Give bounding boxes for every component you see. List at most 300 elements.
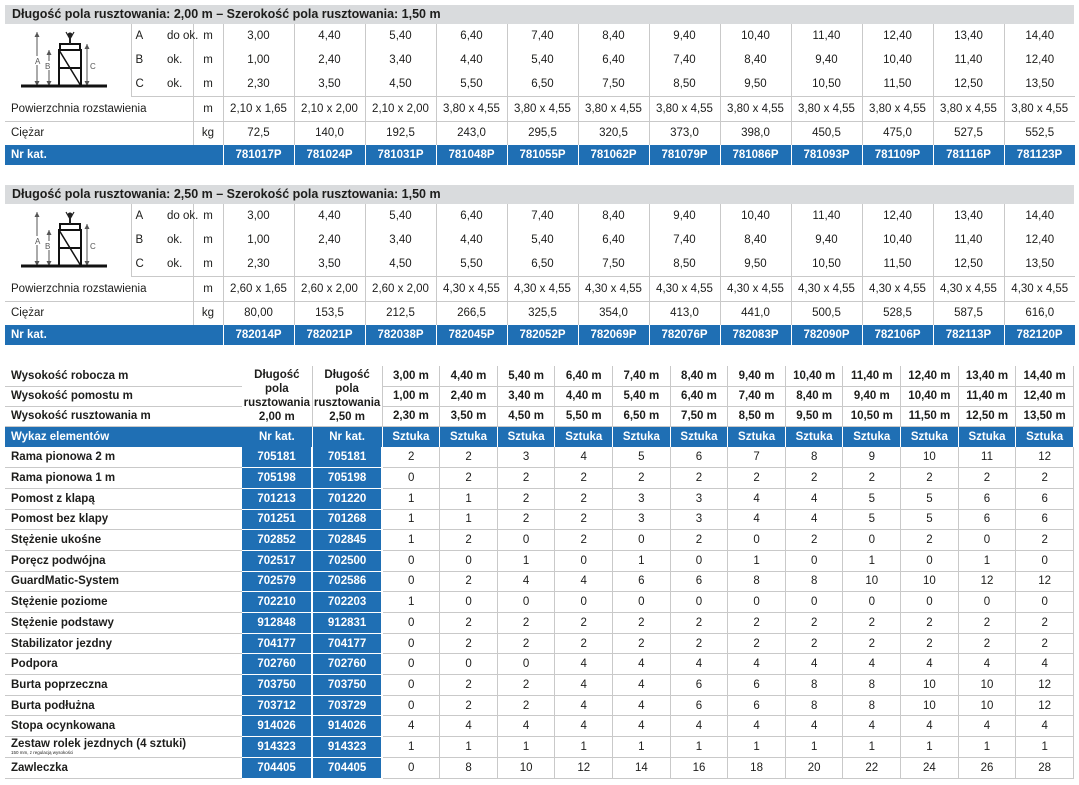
height-value: 6,50 m — [613, 406, 671, 426]
quantity: 8 — [785, 675, 843, 696]
diagram-cell — [5, 204, 131, 276]
table-row — [5, 633, 1074, 654]
quantity: 2 — [440, 613, 498, 634]
quantity: 3 — [613, 488, 671, 509]
area-label: Powierzchnia rozstawienia — [5, 96, 193, 121]
table-row — [5, 654, 1074, 675]
quantity: 0 — [497, 592, 555, 613]
quantity: 9 — [843, 447, 901, 468]
dim-value: 6,40 — [578, 48, 649, 72]
height-value: 9,40 m — [728, 366, 786, 386]
quantity: 4 — [555, 675, 613, 696]
dim-value: 12,40 — [862, 204, 933, 228]
quantity: 1 — [958, 737, 1016, 758]
dim-value: 7,50 — [578, 252, 649, 276]
dim-value: 4,40 — [294, 24, 365, 48]
height-value: 11,40 m — [958, 386, 1016, 406]
quantity: 0 — [555, 550, 613, 571]
height-value: 11,50 m — [901, 406, 959, 426]
weight-value: 212,5 — [365, 301, 436, 325]
dim-value: 5,40 — [365, 204, 436, 228]
dim-value: 8,40 — [578, 24, 649, 48]
catalog-number: 704405 — [242, 757, 312, 778]
catalog-number: 781024P — [294, 145, 365, 165]
area-value: 3,80 x 4,55 — [720, 96, 791, 121]
table-row — [5, 571, 1074, 592]
quantity: 2 — [440, 571, 498, 592]
catalog-number: 701268 — [312, 509, 382, 530]
height-value: 4,50 m — [497, 406, 555, 426]
component-name: Zawleczka — [5, 757, 242, 778]
quantity: 4 — [440, 716, 498, 737]
component-name: Pomost z klapą — [5, 488, 242, 509]
unit: m — [193, 276, 223, 301]
catalog-number: 702500 — [312, 550, 382, 571]
dim-value: 12,40 — [862, 24, 933, 48]
quantity: 0 — [613, 530, 671, 551]
quantity: 1 — [555, 737, 613, 758]
dim-qualifier: ok. — [167, 252, 193, 276]
quantity: 2 — [440, 530, 498, 551]
weight-value: 153,5 — [294, 301, 365, 325]
quantity: 2 — [670, 613, 728, 634]
height-value: 3,00 m — [382, 366, 440, 386]
catalog-number: 782045P — [436, 325, 507, 345]
quantity: 22 — [843, 757, 901, 778]
quantity: 4 — [1016, 716, 1074, 737]
dim-value: 10,40 — [720, 24, 791, 48]
quantity: 2 — [440, 633, 498, 654]
quantity: 4 — [613, 675, 671, 696]
dim-value: 8,40 — [720, 228, 791, 252]
catalog-number: 781031P — [365, 145, 436, 165]
scaffold-table-250 — [5, 185, 1074, 345]
quantity: 2 — [670, 468, 728, 489]
dim-value: 6,50 — [507, 252, 578, 276]
catalog-number: 782076P — [649, 325, 720, 345]
quantity: 4 — [785, 509, 843, 530]
quantity: 6 — [670, 447, 728, 468]
unit-header: Sztuka — [843, 426, 901, 447]
area-value: 2,10 x 2,00 — [365, 96, 436, 121]
dim-value: 10,40 — [720, 204, 791, 228]
quantity: 2 — [785, 633, 843, 654]
catalog-number: 914026 — [242, 716, 312, 737]
area-value: 2,60 x 2,00 — [294, 276, 365, 301]
dim-letter: A — [135, 30, 144, 42]
quantity: 6 — [670, 675, 728, 696]
quantity: 4 — [785, 716, 843, 737]
dim-value: 6,50 — [507, 72, 578, 96]
table-row — [5, 737, 1074, 758]
quantity: 1 — [440, 509, 498, 530]
quantity: 8 — [728, 571, 786, 592]
quantity: 6 — [670, 695, 728, 716]
quantity: 2 — [497, 633, 555, 654]
component-name: Stężenie podstawy — [5, 613, 242, 634]
height-value: 1,00 m — [382, 386, 440, 406]
scaffold-diagram-icon — [19, 30, 109, 88]
quantity: 2 — [497, 613, 555, 634]
catalog-number: 705198 — [312, 468, 382, 489]
height-value: 6,40 m — [670, 386, 728, 406]
scaffold-diagram-icon — [19, 210, 109, 268]
dim-value: 12,50 — [933, 72, 1004, 96]
scaffold-table-200 — [5, 5, 1074, 165]
dim-value: 6,40 — [436, 24, 507, 48]
quantity: 2 — [555, 509, 613, 530]
dim-qualifier: do ok. — [167, 24, 193, 48]
quantity: 4 — [785, 654, 843, 675]
weight-value: 80,00 — [223, 301, 294, 325]
quantity: 0 — [440, 550, 498, 571]
dim-value: 4,50 — [365, 72, 436, 96]
dim-value: 11,40 — [933, 48, 1004, 72]
dim-value: 8,50 — [649, 252, 720, 276]
catalog-number: 781062P — [578, 145, 649, 165]
quantity: 2 — [382, 447, 440, 468]
list-header-label: Wykaz elementów — [5, 426, 242, 447]
catalog-number: 781093P — [791, 145, 862, 165]
quantity: 12 — [555, 757, 613, 778]
area-value: 2,10 x 1,65 — [223, 96, 294, 121]
quantity: 2 — [843, 633, 901, 654]
quantity: 14 — [613, 757, 671, 778]
dim-value: 8,40 — [578, 204, 649, 228]
quantity: 0 — [613, 592, 671, 613]
dim-value: 9,40 — [649, 24, 720, 48]
quantity: 2 — [555, 613, 613, 634]
unit-header: Sztuka — [785, 426, 843, 447]
quantity: 0 — [382, 757, 440, 778]
quantity: 1 — [382, 509, 440, 530]
height-label: Wysokość robocza m — [5, 366, 242, 386]
dim-letter: B — [135, 234, 144, 246]
weight-value: 325,5 — [507, 301, 578, 325]
quantity: 6 — [670, 571, 728, 592]
dim-value: 12,40 — [1025, 54, 1055, 66]
quantity: 1 — [382, 488, 440, 509]
table-row — [5, 675, 1074, 696]
area-label: Powierzchnia rozstawienia — [5, 276, 193, 301]
weight-value: 140,0 — [294, 121, 365, 145]
quantity: 2 — [728, 613, 786, 634]
unit: m — [193, 24, 223, 48]
unit: m — [193, 72, 223, 96]
svg-text:A: A — [35, 237, 41, 246]
quantity: 8 — [785, 695, 843, 716]
catalog-number: 702517 — [242, 550, 312, 571]
catalog-number: 705198 — [242, 468, 312, 489]
quantity: 0 — [785, 592, 843, 613]
quantity: 2 — [958, 613, 1016, 634]
dim-value: 7,40 — [507, 24, 578, 48]
dim-letter: C — [131, 72, 167, 96]
area-value: 4,30 x 4,55 — [933, 276, 1004, 301]
quantity: 28 — [1016, 757, 1074, 778]
weight-value: 450,5 — [791, 121, 862, 145]
quantity: 0 — [1016, 592, 1074, 613]
quantity: 12 — [1016, 675, 1074, 696]
catalog-number: 703750 — [312, 675, 382, 696]
height-value: 7,40 m — [613, 366, 671, 386]
quantity: 10 — [497, 757, 555, 778]
catalog-number: 782052P — [507, 325, 578, 345]
quantity: 0 — [901, 550, 959, 571]
quantity: 4 — [728, 488, 786, 509]
catalog-number: 781079P — [649, 145, 720, 165]
catalog-number: 702579 — [242, 571, 312, 592]
quantity: 2 — [843, 468, 901, 489]
weight-value: 320,5 — [578, 121, 649, 145]
height-value: 9,40 m — [843, 386, 901, 406]
height-value: 13,50 m — [1016, 406, 1074, 426]
quantity: 4 — [843, 716, 901, 737]
quantity: 7 — [728, 447, 786, 468]
quantity: 0 — [670, 550, 728, 571]
catalog-number: 782090P — [791, 325, 862, 345]
dim-value: 8,50 — [649, 72, 720, 96]
catalog-number: 781086P — [720, 145, 791, 165]
nr-header: Nr kat. — [242, 426, 312, 447]
quantity: 4 — [382, 716, 440, 737]
dim-value: 11,40 — [791, 24, 862, 48]
quantity: 2 — [901, 468, 959, 489]
dim-value: 10,40 — [862, 48, 933, 72]
catalog-number: 782106P — [862, 325, 933, 345]
quantity: 0 — [555, 592, 613, 613]
height-value: 5,40 m — [613, 386, 671, 406]
height-value: 4,40 m — [555, 386, 613, 406]
catalog-number: 782038P — [365, 325, 436, 345]
catalog-number: 704177 — [312, 633, 382, 654]
quantity: 10 — [901, 571, 959, 592]
dim-value: 3,40 — [365, 228, 436, 252]
quantity: 0 — [901, 592, 959, 613]
quantity: 2 — [440, 695, 498, 716]
dimension-row — [5, 252, 1075, 276]
quantity: 4 — [497, 716, 555, 737]
quantity: 6 — [1016, 509, 1074, 530]
quantity: 0 — [958, 530, 1016, 551]
height-row — [5, 386, 1074, 406]
area-value: 3,80 x 4,55 — [578, 96, 649, 121]
quantity: 2 — [440, 468, 498, 489]
catalog-number: 782069P — [578, 325, 649, 345]
quantity: 4 — [1016, 654, 1074, 675]
catalog-number: 914323 — [242, 737, 312, 758]
height-row — [5, 366, 1074, 386]
dim-value: 3,40 — [365, 48, 436, 72]
quantity: 8 — [843, 675, 901, 696]
dim-value: 11,40 — [933, 228, 1004, 252]
height-value: 12,40 m — [1016, 386, 1074, 406]
quantity: 4 — [555, 571, 613, 592]
dim-value: 5,40 — [365, 24, 436, 48]
dim-value: 9,40 — [649, 204, 720, 228]
area-value: 3,80 x 4,55 — [649, 96, 720, 121]
quantity: 6 — [958, 488, 1016, 509]
quantity: 1 — [497, 550, 555, 571]
dim-value: 3,00 — [223, 24, 294, 48]
dim-value: 1,00 — [223, 228, 294, 252]
dim-value: 11,50 — [862, 252, 933, 276]
quantity: 1 — [497, 737, 555, 758]
quantity: 8 — [843, 695, 901, 716]
dim-qualifier: do ok. — [167, 204, 193, 228]
quantity: 2 — [1016, 468, 1074, 489]
quantity: 12 — [958, 571, 1016, 592]
area-value: 2,60 x 1,65 — [223, 276, 294, 301]
catalog-number: 704405 — [312, 757, 382, 778]
field-length-200: Długość pola rusztowania 2,00 m — [242, 366, 312, 426]
catalog-number: 703750 — [242, 675, 312, 696]
catalog-label: Nr kat. — [5, 145, 193, 165]
component-name: Poręcz podwójna — [5, 550, 242, 571]
height-value: 5,40 m — [497, 366, 555, 386]
catalog-number: 702760 — [242, 654, 312, 675]
dim-value: 9,50 — [720, 72, 791, 96]
area-value: 2,10 x 2,00 — [294, 96, 365, 121]
dim-value: 7,50 — [578, 72, 649, 96]
catalog-number: 782083P — [720, 325, 791, 345]
quantity: 0 — [382, 468, 440, 489]
unit-header: Sztuka — [440, 426, 498, 447]
section-title: Długość pola rusztowania: 2,50 m – Szerokość pola rusztowania: 1,50 m — [5, 185, 1074, 204]
dim-value: 5,40 — [507, 228, 578, 252]
list-header-row — [5, 426, 1074, 447]
table-row — [5, 468, 1074, 489]
quantity: 1 — [382, 530, 440, 551]
catalog-number: 782021P — [294, 325, 365, 345]
dim-value: 13,40 — [933, 204, 1004, 228]
quantity: 0 — [958, 592, 1016, 613]
quantity: 6 — [1016, 488, 1074, 509]
height-row — [5, 406, 1074, 426]
dim-value: 7,40 — [649, 228, 720, 252]
quantity: 18 — [728, 757, 786, 778]
quantity: 10 — [901, 675, 959, 696]
quantity: 0 — [382, 571, 440, 592]
height-value: 7,40 m — [728, 386, 786, 406]
quantity: 10 — [958, 695, 1016, 716]
svg-text:A: A — [35, 57, 41, 66]
area-value: 4,30 x 4,55 — [507, 276, 578, 301]
quantity: 0 — [382, 613, 440, 634]
dim-value: 3,50 — [294, 252, 365, 276]
svg-text:B: B — [45, 62, 51, 71]
quantity: 2 — [497, 509, 555, 530]
height-value: 7,50 m — [670, 406, 728, 426]
weight-value: 398,0 — [720, 121, 791, 145]
table-row — [5, 757, 1074, 778]
height-value: 5,50 m — [555, 406, 613, 426]
catalog-row — [5, 325, 1075, 345]
quantity: 4 — [613, 654, 671, 675]
quantity: 4 — [613, 716, 671, 737]
component-name: Stężenie poziome — [5, 592, 242, 613]
quantity: 11 — [958, 447, 1016, 468]
quantity: 26 — [958, 757, 1016, 778]
height-value: 10,40 m — [785, 366, 843, 386]
spec-table — [5, 204, 1076, 345]
dim-value: 10,40 — [862, 228, 933, 252]
quantity: 3 — [497, 447, 555, 468]
area-row — [5, 276, 1075, 301]
quantity: 1 — [1016, 737, 1074, 758]
quantity: 0 — [843, 592, 901, 613]
quantity: 12 — [1016, 447, 1074, 468]
component-name: Pomost bez klapy — [5, 509, 242, 530]
quantity: 12 — [1016, 571, 1074, 592]
area-value: 3,80 x 4,55 — [791, 96, 862, 121]
component-name: Rama pionowa 1 m — [5, 468, 242, 489]
catalog-number: 781116P — [933, 145, 1004, 165]
catalog-number: 782113P — [933, 325, 1004, 345]
quantity: 2 — [843, 613, 901, 634]
quantity: 1 — [843, 737, 901, 758]
quantity: 4 — [901, 654, 959, 675]
table-row — [5, 716, 1074, 737]
dim-value: 2,30 — [223, 252, 294, 276]
quantity: 12 — [1016, 695, 1074, 716]
area-value: 3,80 x 4,55 — [436, 96, 507, 121]
quantity: 0 — [382, 675, 440, 696]
height-value: 2,40 m — [440, 386, 498, 406]
unit-header: Sztuka — [382, 426, 440, 447]
height-value: 8,40 m — [785, 386, 843, 406]
weight-value: 552,5 — [1025, 127, 1055, 140]
catalog-number: 702586 — [312, 571, 382, 592]
unit-header: Sztuka — [555, 426, 613, 447]
unit: m — [193, 204, 223, 228]
catalog-number: 701213 — [242, 488, 312, 509]
quantity: 1 — [382, 592, 440, 613]
area-value: 3,80 x 4,55 — [507, 96, 578, 121]
quantity: 6 — [613, 571, 671, 592]
dim-value: 4,40 — [294, 204, 365, 228]
quantity: 2 — [1016, 613, 1074, 634]
dim-value: 14,40 — [1025, 30, 1055, 42]
quantity: 2 — [555, 468, 613, 489]
quantity: 10 — [901, 447, 959, 468]
quantity: 2 — [613, 633, 671, 654]
catalog-number: 701220 — [312, 488, 382, 509]
quantity: 2 — [613, 468, 671, 489]
area-value: 4,30 x 4,55 — [578, 276, 649, 301]
quantity: 10 — [843, 571, 901, 592]
dim-value: 4,40 — [436, 48, 507, 72]
quantity: 0 — [670, 592, 728, 613]
dimension-row — [5, 72, 1075, 96]
weight-value: 266,5 — [436, 301, 507, 325]
height-value: 4,40 m — [440, 366, 498, 386]
catalog-number: 702203 — [312, 592, 382, 613]
svg-text:B: B — [45, 242, 51, 251]
quantity: 4 — [728, 509, 786, 530]
height-value: 6,40 m — [555, 366, 613, 386]
dim-value: 2,40 — [294, 48, 365, 72]
dim-value: 9,40 — [791, 228, 862, 252]
height-value: 12,40 m — [901, 366, 959, 386]
area-value: 3,80 x 4,55 — [862, 96, 933, 121]
dim-letter: C — [131, 252, 167, 276]
component-name: Burta podłużna — [5, 695, 242, 716]
catalog-number: 701251 — [242, 509, 312, 530]
weight-value: 354,0 — [578, 301, 649, 325]
quantity: 4 — [555, 447, 613, 468]
weight-value: 413,0 — [649, 301, 720, 325]
